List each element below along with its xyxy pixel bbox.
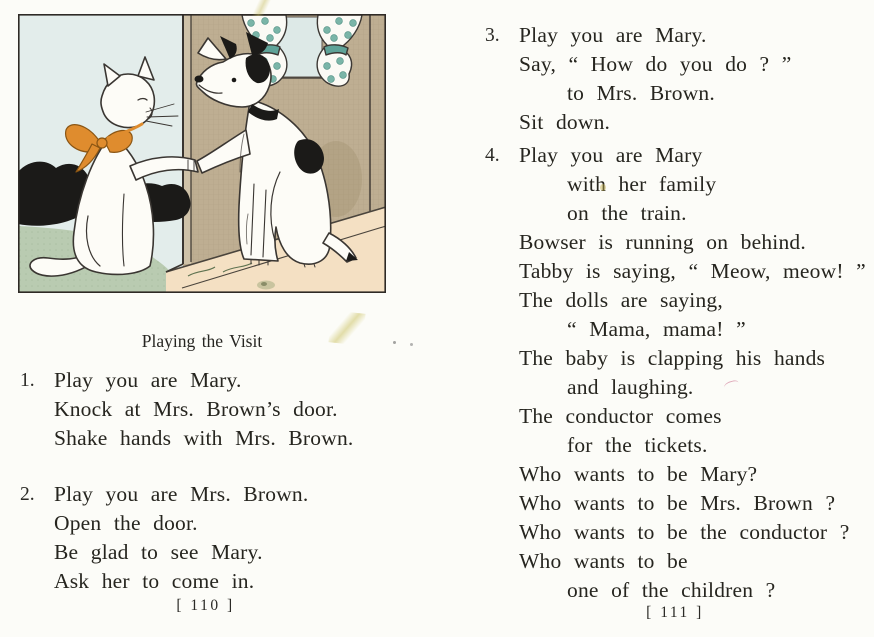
text-line: one of the children ? [567,578,776,602]
text-line: Who wants to be Mrs. Brown ? [519,491,836,515]
text-line: Who wants to be Mary? [519,462,758,486]
text-line: Knock at Mrs. Brown’s door. [54,397,338,421]
text-line: Play you are Mrs. Brown. [54,482,309,506]
text-line: Be glad to see Mary. [54,540,263,564]
item-number: 3. [485,25,500,46]
list-item-3 [485,21,871,137]
text-line: Play you are Mary. [519,23,707,47]
page-number-111: [ 111 ] [646,604,704,621]
list-item-2 [20,480,430,596]
illustration-caption: Playing the Visit [141,331,263,351]
scan-speck [393,341,396,344]
text-line: Who wants to be the conductor ? [519,520,850,544]
text-line: Ask her to come in. [54,569,255,593]
text-line: for the tickets. [567,433,708,457]
text-line: Who wants to be [519,549,688,573]
text-line: to Mrs. Brown. [567,81,715,105]
text-line: The dolls are saying, [519,288,723,312]
text-line: and laughing. [567,375,694,399]
text-line: The baby is clapping his hands [519,346,826,370]
item-number: 2. [20,484,35,505]
cat-dog-visit-illustration [18,14,386,293]
text-line: Say, “ How do you do ? ” [519,52,792,76]
item-number: 1. [20,370,35,391]
text-line: Bowser is running on behind. [519,230,806,254]
text-line: Open the door. [54,511,198,535]
item-number: 4. [485,145,500,166]
text-line: Play you are Mary. [54,368,242,392]
text-line: Tabby is saying, “ Meow, meow! ” [519,259,866,283]
book-page-right [437,0,874,637]
text-line: with her family [567,172,717,196]
text-line: Sit down. [519,110,611,134]
page-number-110: [ 110 ] [176,597,235,614]
list-item-4 [485,141,871,605]
list-item-1 [20,366,430,453]
text-line: The conductor comes [519,404,722,428]
text-line: Play you are Mary [519,143,703,167]
text-line: on the train. [567,201,687,225]
text-line: Shake hands with Mrs. Brown. [54,426,354,450]
text-line: “ Mama, mama! ” [567,317,746,341]
